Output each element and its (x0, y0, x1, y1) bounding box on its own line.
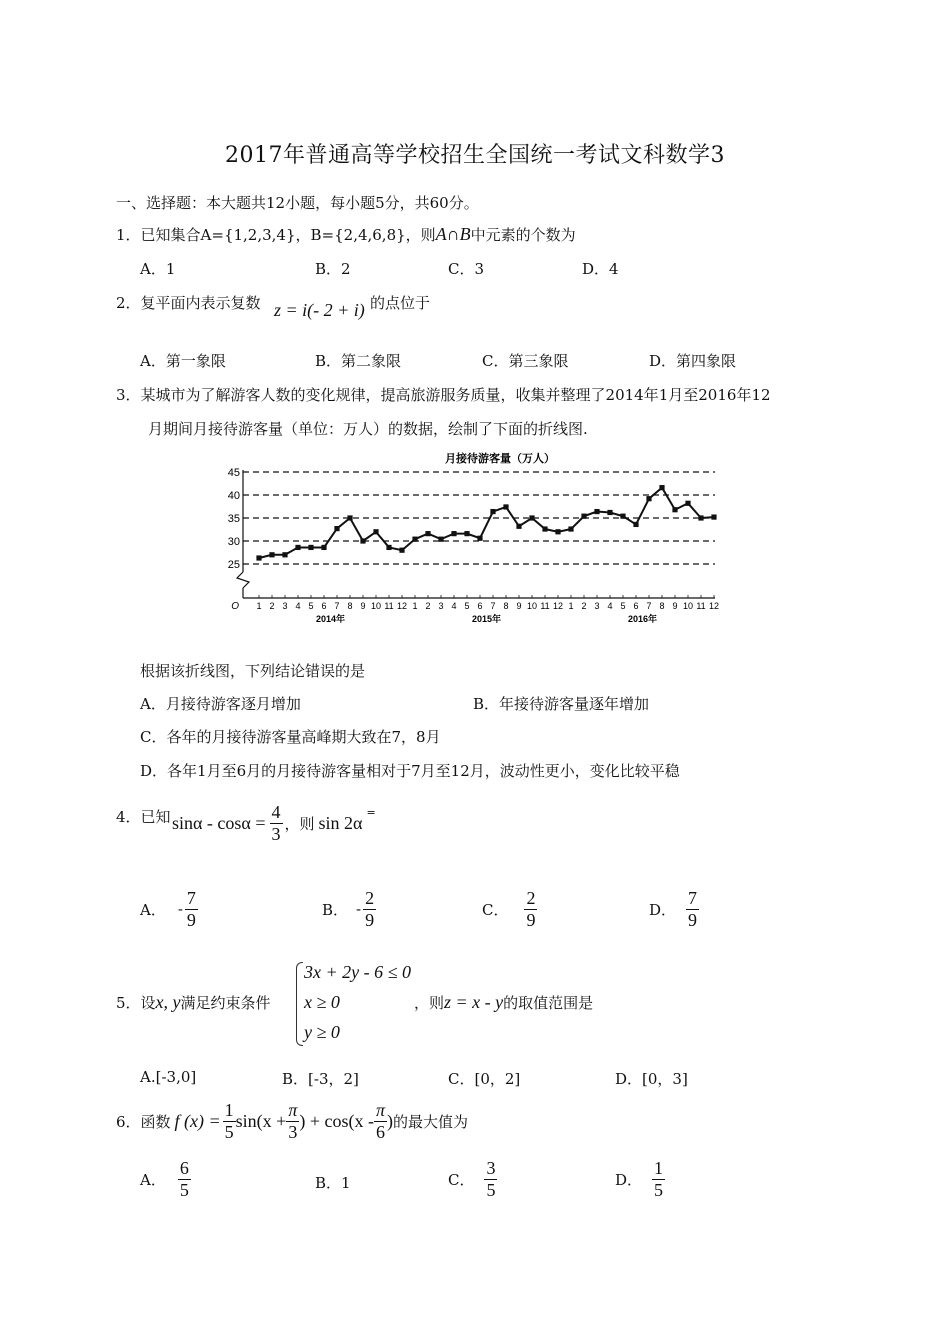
q4-option-b-den: 9 (365, 909, 375, 930)
q6-option-c-den: 5 (486, 1179, 496, 1200)
q3-question: 根据该折线图，下列结论错误的是 (140, 662, 366, 680)
q6-mid: ) + cos(x - (299, 1110, 374, 1131)
q4-option-a[interactable] (140, 888, 198, 930)
q4-option-c-label: C． (482, 900, 509, 919)
q4-option-d-den: 9 (688, 909, 698, 930)
q6-frac1-den: 5 (224, 1121, 234, 1142)
q4-option-d-num: 7 (688, 888, 698, 908)
q4-option-b-num: 2 (365, 888, 375, 908)
q1-stem-a: 1．已知集合A={1,2,3,4}，B={2,4,6,8}，则 (116, 226, 436, 244)
x-tick-label: 11 (384, 601, 394, 611)
q6-option-b[interactable]: B．1 (315, 1174, 351, 1192)
y-tick-label: 30 (227, 536, 240, 548)
x-tick-label: 12 (708, 601, 720, 611)
q4-option-b[interactable] (322, 888, 376, 930)
origin-label: O (231, 601, 239, 612)
year-label: 2015年 (471, 614, 502, 624)
x-tick-label: 3 (438, 601, 444, 611)
data-point (542, 526, 547, 531)
q4-option-a-sign: - (177, 900, 183, 919)
x-tick-label: 8 (503, 601, 509, 611)
constraint-brace (296, 962, 303, 1046)
x-tick-label: 5 (620, 601, 626, 611)
q3-option-b[interactable]: B．年接待游客量逐年增加 (473, 695, 650, 713)
q6-frac2-den: 3 (288, 1121, 298, 1142)
q2-option-a[interactable]: A．第一象限 (140, 352, 226, 370)
q1-stem (116, 224, 576, 245)
data-point (334, 526, 339, 531)
x-tick-label: 2 (425, 601, 431, 611)
data-point (451, 531, 456, 536)
series-line (259, 488, 714, 558)
data-point (386, 545, 391, 550)
data-point (581, 514, 586, 519)
q4-expression (172, 802, 376, 844)
q5-target: z = x - y (444, 992, 504, 1012)
q2-option-b[interactable]: B．第二象限 (315, 352, 402, 370)
q6-frac2-num: π (288, 1100, 298, 1120)
x-tick-label: 4 (607, 601, 613, 611)
q6-option-d-den: 5 (654, 1179, 664, 1200)
q1-math: A∩B (435, 224, 471, 244)
q6-frac1-num: 1 (224, 1100, 234, 1120)
y-tick-label: 25 (227, 559, 240, 571)
data-point (269, 552, 274, 557)
x-tick-label: 10 (526, 601, 538, 611)
q6-stem-a: 6．函数 (116, 1112, 171, 1131)
q6-option-c-num: 3 (486, 1158, 496, 1178)
data-point (711, 514, 716, 519)
q4-option-b-label: B． (322, 900, 349, 919)
q5-vars: x, y (155, 992, 181, 1012)
data-point (477, 536, 482, 541)
q5-option-c[interactable]: C．[0，2] (448, 1070, 521, 1088)
data-point (373, 529, 378, 534)
data-point (503, 504, 508, 509)
q4-option-a-den: 9 (186, 909, 196, 930)
q2-math: z = i(- 2 + i) (274, 300, 365, 320)
year-label: 2014年 (315, 614, 346, 624)
x-tick-label: 2 (269, 601, 275, 611)
q5-stem-b: 满足约束条件 (180, 994, 271, 1012)
q5-option-b[interactable]: B．[-3，2] (282, 1070, 359, 1088)
q5-constraint-2: x ≥ 0 (304, 992, 340, 1012)
q5-stem-tail (414, 992, 593, 1013)
x-tick-label: 9 (360, 601, 366, 611)
q4-option-d[interactable] (649, 888, 699, 930)
year-label: 2016年 (627, 614, 658, 624)
q1-option-a[interactable]: A．1 (140, 260, 176, 278)
q4-expr-right: sin 2α (318, 812, 363, 833)
q3-option-c[interactable]: C．各年的月接待游客量高峰期大致在7，8月 (140, 728, 441, 746)
data-point (620, 514, 625, 519)
data-point (646, 496, 651, 501)
x-tick-label: 6 (321, 601, 327, 611)
q1-stem-b: 中元素的个数为 (470, 226, 576, 244)
q4-expr-left: sinα - cosα = (172, 812, 266, 833)
q4-option-a-label: A． (140, 900, 166, 919)
x-tick-label: 11 (540, 601, 550, 611)
q3-option-d[interactable]: D．各年1月至6月的月接待游客量相对于7月至12月，波动性更小，变化比较平稳 (140, 762, 680, 780)
data-point (464, 531, 469, 536)
data-point (308, 545, 313, 550)
q2-option-d[interactable]: D．第四象限 (649, 352, 737, 370)
q1-option-d[interactable]: D．4 (582, 260, 619, 278)
axis-break (237, 572, 249, 588)
q4-stem-b: ，则 (284, 814, 315, 833)
q6-option-c-label: C． (448, 1170, 475, 1189)
q4-option-d-label: D． (649, 900, 677, 919)
x-tick-label: 7 (646, 601, 652, 611)
y-tick-label: 35 (227, 513, 240, 525)
q5-constraint-1: 3x + 2y - 6 ≤ 0 (304, 962, 411, 982)
section-heading: 一、选择题：本大题共12小题，每小题5分，共60分。 (116, 194, 479, 212)
data-point (412, 537, 417, 542)
x-tick-label: 10 (682, 601, 694, 611)
page-title: 2017年普通高等学校招生全国统一考试文科数学3 (225, 143, 725, 168)
x-tick-label: 5 (308, 601, 314, 611)
q5-option-a[interactable]: A.[-3,0] (140, 1068, 197, 1086)
q6-option-d-label: D． (615, 1170, 643, 1189)
data-point (425, 531, 430, 536)
data-point (633, 522, 638, 527)
data-point (438, 537, 443, 542)
q5-option-d[interactable]: D．[0，3] (615, 1070, 688, 1088)
data-point (568, 526, 573, 531)
data-point (360, 538, 365, 543)
q1-option-c[interactable]: C．3 (448, 260, 485, 278)
q6-close: ) (387, 1110, 394, 1131)
data-point (685, 501, 690, 506)
q4-frac-num: 4 (271, 802, 281, 822)
q2-stem-a: 2．复平面内表示复数 (116, 294, 261, 312)
x-tick-label: 5 (464, 601, 470, 611)
data-point (529, 515, 534, 520)
x-tick-label: 8 (659, 601, 665, 611)
q4-option-c[interactable] (482, 888, 537, 930)
x-tick-label: 2 (581, 601, 587, 611)
q6-option-c[interactable] (448, 1158, 497, 1200)
tourist-line-chart (215, 448, 725, 633)
data-point (399, 548, 404, 553)
data-point (516, 524, 521, 529)
x-tick-label: 3 (282, 601, 288, 611)
x-tick-label: 4 (295, 601, 301, 611)
x-tick-label: 12 (396, 601, 408, 611)
q6-option-a-num: 6 (179, 1158, 189, 1178)
q6-stem (116, 1100, 468, 1142)
q4-equals: = (366, 806, 376, 819)
q6-option-d[interactable] (615, 1158, 665, 1200)
q6-option-d-num: 1 (654, 1158, 664, 1178)
x-tick-label: 12 (552, 601, 564, 611)
q6-stem-b: 的最大值为 (393, 1112, 469, 1131)
data-point (659, 485, 664, 490)
q6-option-a-den: 5 (179, 1179, 189, 1200)
q6-frac3-den: 6 (376, 1121, 386, 1142)
data-point (607, 510, 612, 515)
y-tick-label: 45 (227, 467, 240, 479)
x-tick-label: 4 (451, 601, 457, 611)
x-tick-label: 1 (568, 601, 574, 611)
x-tick-label: 8 (347, 601, 353, 611)
q2-option-c[interactable]: C．第三象限 (482, 352, 569, 370)
q5-stem (116, 992, 271, 1013)
q4-option-c-den: 9 (526, 909, 536, 930)
q5-constraint-3: y ≥ 0 (304, 1022, 340, 1042)
x-tick-label: 10 (370, 601, 382, 611)
q4-stem-a: 4．已知 (116, 808, 171, 826)
q4-option-a-num: 7 (186, 888, 196, 908)
q4-option-b-sign: - (356, 900, 362, 919)
x-tick-label: 7 (334, 601, 340, 611)
x-tick-label: 11 (696, 601, 706, 611)
x-tick-label: 7 (490, 601, 496, 611)
y-tick-label: 40 (227, 490, 240, 502)
data-point (555, 529, 560, 534)
x-tick-label: 6 (477, 601, 483, 611)
data-point (295, 545, 300, 550)
data-point (594, 509, 599, 514)
q1-option-b[interactable]: B．2 (315, 260, 351, 278)
x-tick-label: 9 (516, 601, 522, 611)
q6-frac3-num: π (376, 1100, 386, 1120)
q4-option-c-num: 2 (526, 888, 536, 908)
x-tick-label: 1 (256, 601, 262, 611)
data-point (347, 515, 352, 520)
data-point (698, 515, 703, 520)
q6-sin-part: sin(x + (235, 1110, 287, 1131)
q4-frac-den: 3 (271, 823, 281, 844)
q5-stem-a: 5．设 (116, 994, 156, 1012)
q5-stem-c: ，则 (414, 994, 445, 1012)
q6-option-a[interactable] (140, 1158, 191, 1200)
q6-function: f (x) = (174, 1110, 221, 1131)
chart-title: 月接待游客量（万人） (445, 453, 555, 465)
x-tick-label: 1 (412, 601, 418, 611)
data-point (672, 507, 677, 512)
q3-line1: 3．某城市为了解游客人数的变化规律，提高旅游服务质量，收集并整理了2014年1月至2016年12 (116, 386, 771, 404)
x-tick-label: 6 (633, 601, 639, 611)
q6-option-a-label: A． (140, 1170, 166, 1189)
x-tick-label: 3 (594, 601, 600, 611)
q3-option-a[interactable]: A．月接待游客逐月增加 (140, 695, 301, 713)
data-point (282, 552, 287, 557)
q5-stem-d: 的取值范围是 (503, 994, 594, 1012)
data-point (256, 555, 261, 560)
x-tick-label: 9 (672, 601, 678, 611)
q3-line2: 月期间月接待游客量（单位：万人）的数据，绘制了下面的折线图. (148, 420, 588, 438)
data-point (321, 545, 326, 550)
q2-stem-b: 的点位于 (370, 294, 431, 312)
data-point (490, 509, 495, 514)
q4-fraction (270, 802, 283, 844)
